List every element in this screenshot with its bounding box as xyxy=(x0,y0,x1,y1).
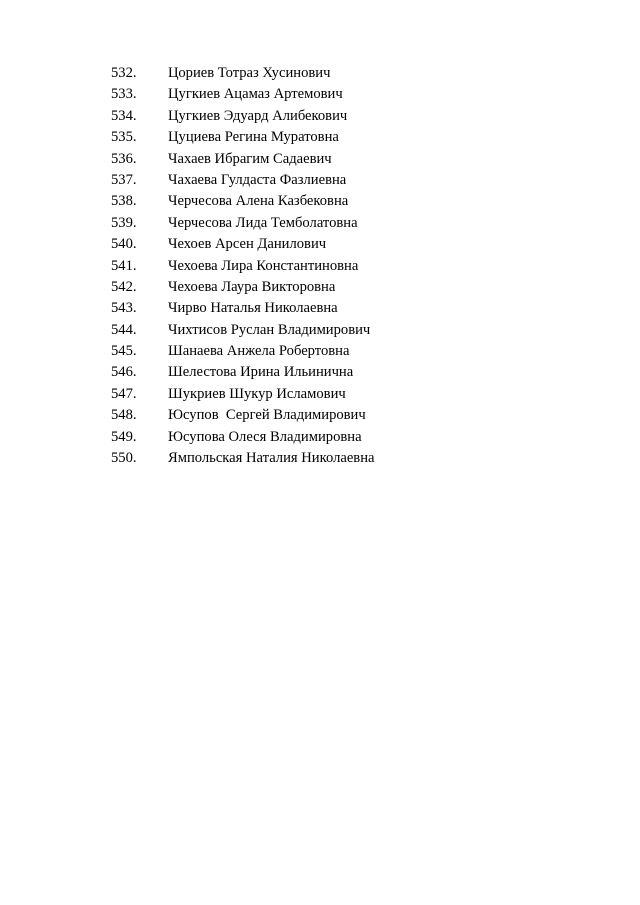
item-number: 539. xyxy=(111,214,137,231)
item-number: 533. xyxy=(111,86,137,103)
item-number: 547. xyxy=(111,385,137,402)
list-item xyxy=(111,149,374,170)
item-number: 537. xyxy=(111,171,137,188)
list-item xyxy=(111,384,374,405)
item-number: 549. xyxy=(111,428,137,445)
list-item xyxy=(111,320,374,341)
list-item xyxy=(111,234,374,255)
item-number: 548. xyxy=(111,407,137,424)
name-list xyxy=(111,63,374,469)
item-number: 543. xyxy=(111,300,137,317)
item-name: Чирво Наталья Николаевна xyxy=(168,300,338,317)
item-name: Чехоева Лира Константиновна xyxy=(168,257,359,274)
item-number: 541. xyxy=(111,257,137,274)
list-item xyxy=(111,427,374,448)
list-item xyxy=(111,362,374,383)
list-item xyxy=(111,256,374,277)
item-name: Чахаева Гулдаста Фазлиевна xyxy=(168,171,347,188)
item-number: 532. xyxy=(111,65,137,81)
item-name: Цугкиев Эдуард Алибекович xyxy=(168,107,348,124)
list-item xyxy=(111,277,374,298)
item-name: Цуциева Регина Муратовна xyxy=(168,129,339,146)
item-name: Шанаева Анжела Робертовна xyxy=(168,343,350,360)
item-name: Цугкиев Ацамаз Артемович xyxy=(168,86,343,103)
item-name: Юсупова Олеся Владимировна xyxy=(168,428,362,445)
item-name: Цориев Тотраз Хусинович xyxy=(168,65,331,81)
item-number: 545. xyxy=(111,343,137,360)
item-number: 536. xyxy=(111,150,137,167)
list-item xyxy=(111,127,374,148)
list-item xyxy=(111,298,374,319)
item-name: Юсупов Сергей Владимирович xyxy=(168,407,366,424)
list-item xyxy=(111,448,374,469)
item-number: 546. xyxy=(111,364,137,381)
item-name: Чехоев Арсен Данилович xyxy=(168,236,327,253)
item-number: 538. xyxy=(111,193,137,210)
item-name: Ямпольская Наталия Николаевна xyxy=(168,450,375,467)
list-item xyxy=(111,170,374,191)
list-item xyxy=(111,341,374,362)
item-name: Черчесова Алена Казбековна xyxy=(168,193,349,210)
item-name: Шелестова Ирина Ильинична xyxy=(168,364,354,381)
list-item xyxy=(111,191,374,212)
list-item xyxy=(111,63,374,84)
item-name: Чахаев Ибрагим Садаевич xyxy=(168,150,332,167)
item-name: Чихтисов Руслан Владимирович xyxy=(168,321,371,338)
item-name: Шукриев Шукур Исламович xyxy=(168,385,346,402)
item-number: 544. xyxy=(111,321,137,338)
list-item xyxy=(111,106,374,127)
item-number: 542. xyxy=(111,278,137,295)
item-number: 534. xyxy=(111,107,137,124)
item-name: Черчесова Лида Темболатовна xyxy=(168,214,358,231)
list-item xyxy=(111,213,374,234)
item-number: 540. xyxy=(111,236,137,253)
item-number: 535. xyxy=(111,129,137,146)
list-item xyxy=(111,84,374,105)
list-item xyxy=(111,405,374,426)
item-number: 550. xyxy=(111,450,137,467)
item-name: Чехоева Лаура Викторовна xyxy=(168,278,336,295)
